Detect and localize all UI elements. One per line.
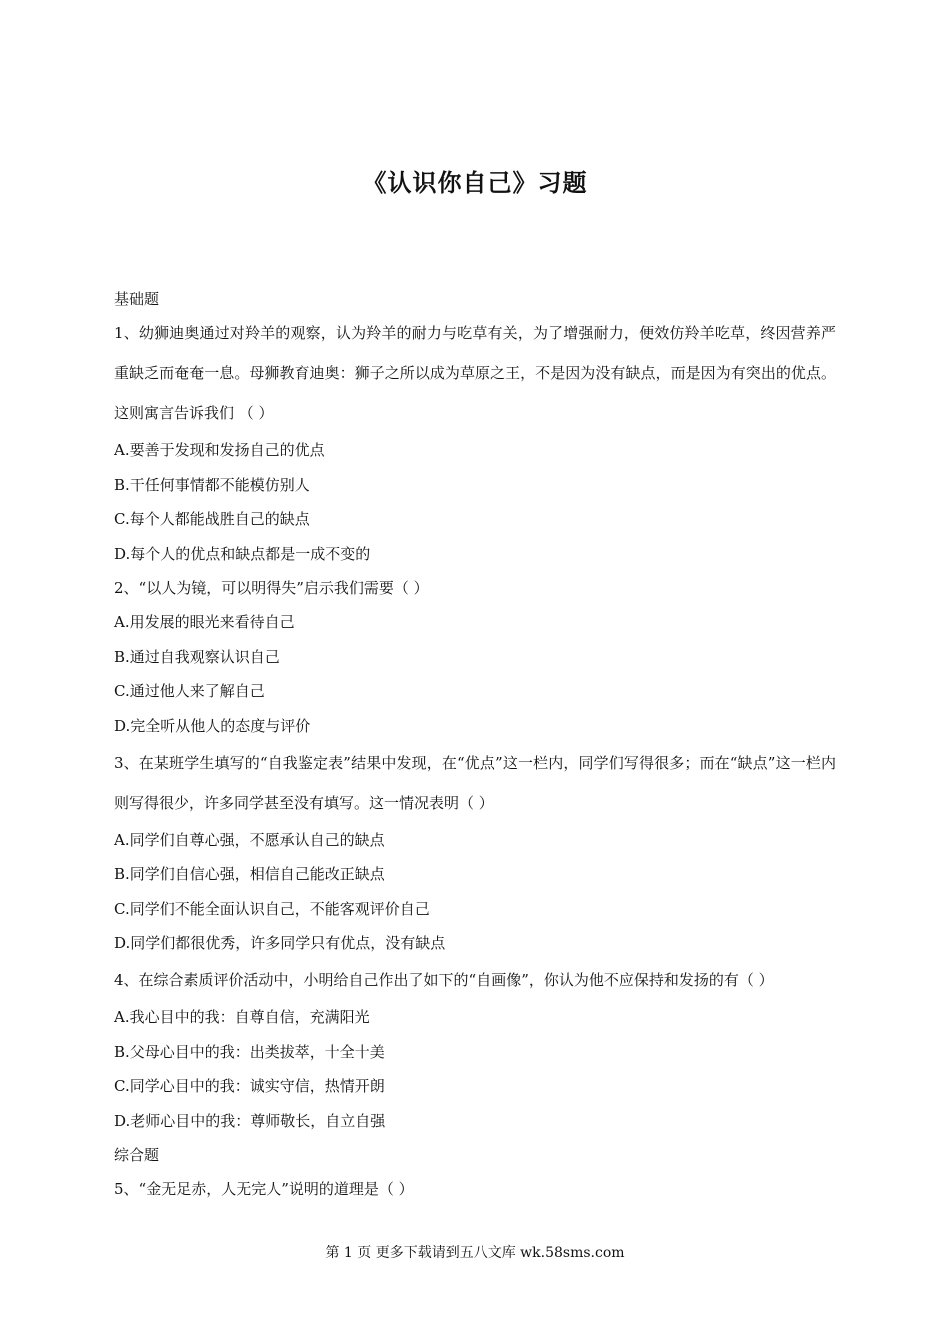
question-1-option-d: D.每个人的优点和缺点都是一成不变的 [114, 544, 371, 563]
question-4-option-a: A.我心目中的我：自尊自信，充满阳光 [114, 1008, 370, 1027]
question-4-option-b: B.父母心目中的我：出类拔萃，十全十美 [114, 1042, 385, 1061]
question-4-stem: 4、在综合素质评价活动中，小明给自己作出了如下的“自画像”，你认为他不应保持和发扬的有（ ） [114, 971, 774, 990]
page-footer: 第 1 页 更多下载请到五八文库 wk.58sms.com [325, 1245, 625, 1261]
question-3-option-c: C.同学们不能全面认识自己，不能客观评价自己 [114, 899, 430, 918]
question-2-stem: 2、“以人为镜，可以明得失”启示我们需要（ ） [114, 578, 429, 597]
question-3-option-d: D.同学们都很优秀，许多同学只有优点，没有缺点 [114, 934, 446, 953]
question-1-option-c: C.每个人都能战胜自己的缺点 [114, 510, 310, 529]
question-3-option-b: B.同学们自信心强，相信自己能改正缺点 [114, 865, 385, 884]
question-2-option-c: C.通过他人来了解自己 [114, 682, 265, 701]
document-title: 《认识你自己》习题 [362, 168, 588, 197]
question-2-option-a: A.用发展的眼光来看待自己 [114, 613, 295, 632]
question-4-option-c: C.同学心目中的我：诚实守信，热情开朗 [114, 1077, 385, 1096]
question-5-stem: 5、“金无足赤，人无完人”说明的道理是（ ） [114, 1180, 414, 1199]
question-3-option-a: A.同学们自尊心强，不愿承认自己的缺点 [114, 830, 385, 849]
question-1-option-b: B.干任何事情都不能模仿别人 [114, 475, 310, 494]
question-1-option-a: A.要善于发现和发扬自己的优点 [114, 441, 325, 460]
section-heading-comprehensive: 综合题 [114, 1146, 160, 1165]
question-2-option-b: B.通过自我观察认识自己 [114, 647, 280, 666]
document-body [114, 282, 836, 1207]
question-2-option-d: D.完全听从他人的态度与评价 [114, 716, 311, 735]
question-4-option-d: D.老师心目中的我：尊师敬长，自立自强 [114, 1111, 386, 1130]
section-heading-basic: 基础题 [114, 290, 160, 308]
question-1-stem: 1、幼狮迪奥通过对羚羊的观察，认为羚羊的耐力与吃草有关，为了增强耐力，便效仿羚羊吃草，终因营养严重缺乏而奄奄一息。母狮教育迪奥：狮子之所以成为草原之王，不是因为没有缺点，而是因为有突出的优点。这则寓言告诉我们 （ ） [114, 324, 836, 423]
question-3-stem: 3、在某班学生填写的“自我鉴定表”结果中发现，在“优点”这一栏内，同学们写得很多；而在“缺点”这一栏内则写得很少，许多同学甚至没有填写。这一情况表明（ ） [114, 753, 836, 812]
